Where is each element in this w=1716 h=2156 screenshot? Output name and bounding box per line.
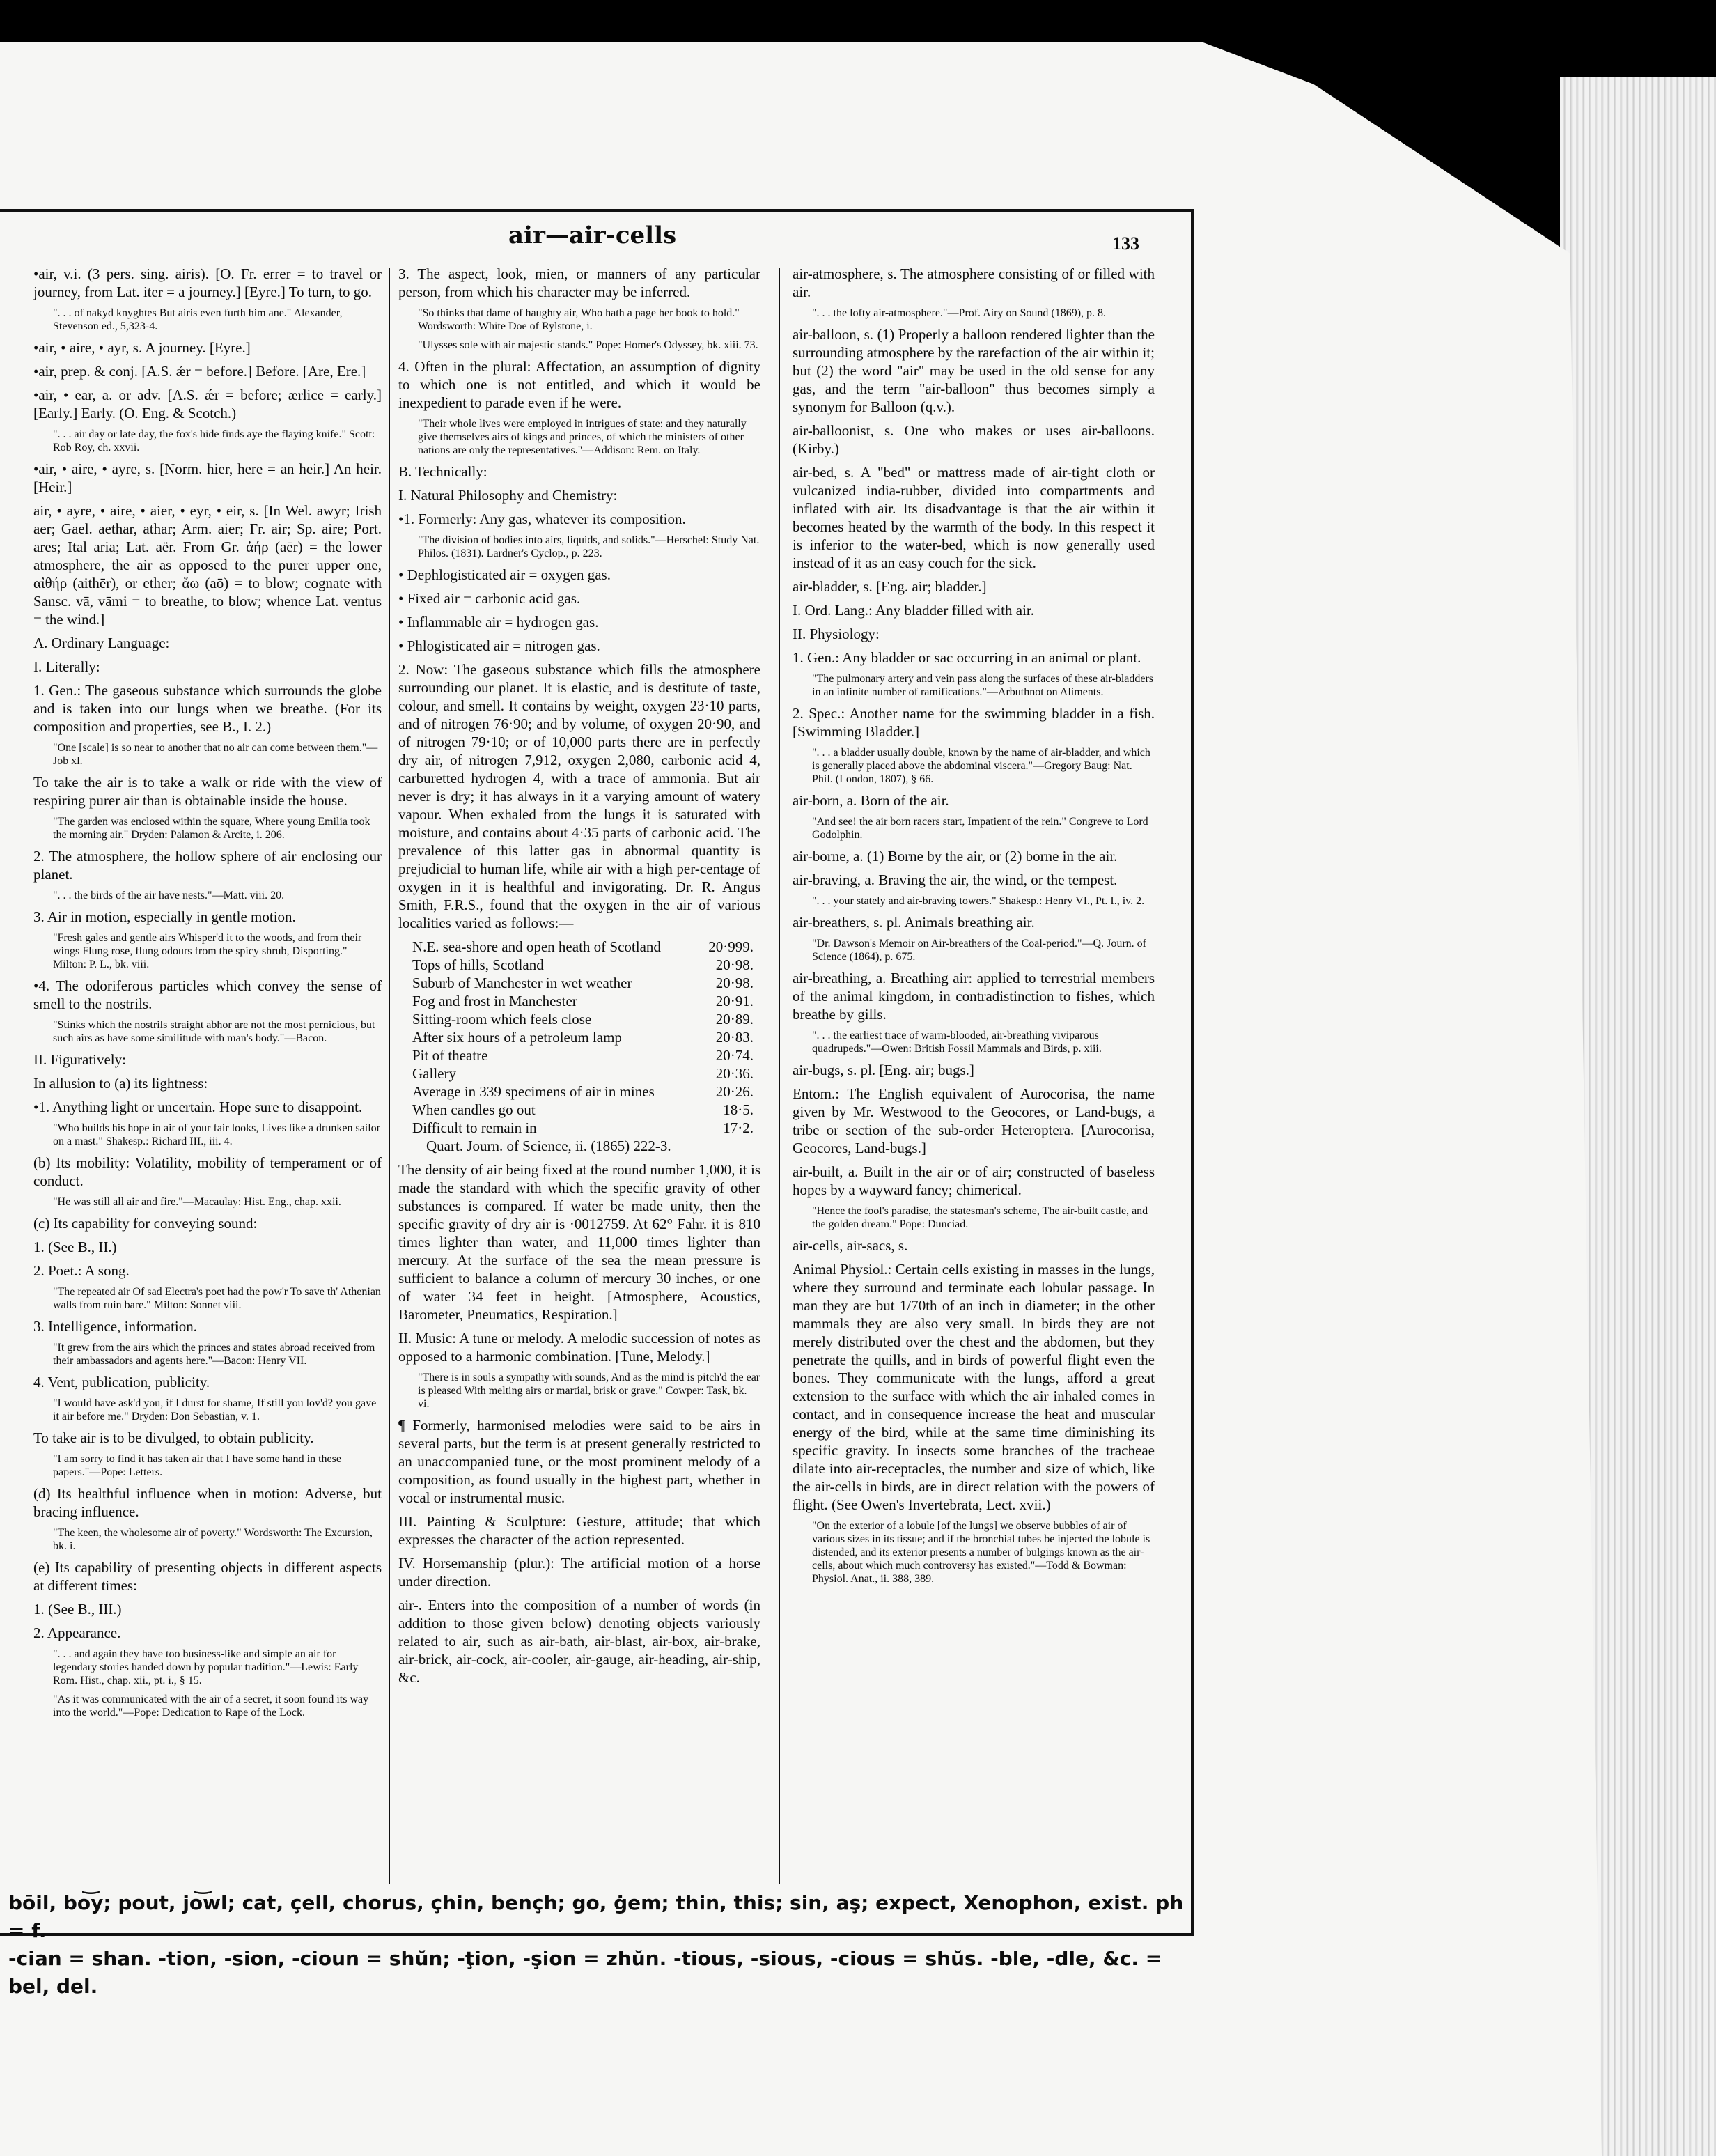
location-cell: N.E. sea-shore and open heath of Scotland (412, 938, 661, 955)
entry: air-bugs, s. pl. [Eng. air; bugs.] (793, 1062, 974, 1078)
citation: "The garden was enclosed within the square, Where young Emilia took the morning air." Dryden: Palamon & Arcite, i. 206. (53, 816, 370, 841)
location-cell: Pit of theatre (412, 1047, 488, 1064)
entry: •air, • aire, • ayre, s. [Norm. hier, here = an heir.] An heir. [Heir.] (33, 460, 382, 495)
citation: "Ulysses sole with air majestic stands." Pope: Homer's Odyssey, bk. xiii. 73. (418, 339, 758, 351)
entry: To take the air is to take a walk or ride with the view of respiring purer air than is obtainable inside the house. (33, 774, 382, 809)
entry: •1. Formerly: Any gas, whatever its composition. (398, 511, 686, 527)
entry: I. Natural Philosophy and Chemistry: (398, 487, 618, 504)
entry: air-breathers, s. pl. Animals breathing air. (793, 914, 1035, 931)
entry: •air, • aire, • ayr, s. A journey. [Eyre.] (33, 339, 251, 356)
entry: •air, • ear, a. or adv. [A.S. ǽr = before; ærlice = early.] [Early.] Early. (O. Eng. & Scotch.) (33, 387, 382, 421)
entry: The density of air being fixed at the round number 1,000, it is made the standard with which the specific gravity of other substances is compared. If water be made unity, then the specific gravity of dry air is ·0012759. At 62° Fahr. it is 810 times lighter than water, and 11,000 times lighter than mercury. At the surface of the sea the mean pressure is sufficient to balance a column of mercury 30 inches, or one of water 34 feet in height. [Atmosphere, Acoustics, Barometer, Pneumatics, Respiration.] (398, 1161, 760, 1323)
entry: •1. Anything light or uncertain. Hope sure to disappoint. (33, 1099, 363, 1115)
citation: "As it was communicated with the air of a secret, it soon found its way into the world."—Pope: Dedication to Rape of the Lock. (53, 1693, 369, 1719)
column-1 (33, 265, 382, 1895)
citation: ". . . a bladder usually double, known by the name of air-bladder, and which is generally placed above the abdominal viscera."—Gregory Baug: Nat. Phil. (London, 1807), § 66. (812, 747, 1150, 785)
entry: II. Physiology: (793, 626, 880, 642)
entry: • Inflammable air = hydrogen gas. (398, 614, 599, 630)
citation: "Hence the fool's paradise, the statesman's scheme, The air-built castle, and the golden dream." Pope: Dunciad. (812, 1205, 1148, 1230)
entry: 3. Intelligence, information. (33, 1318, 198, 1335)
value-cell: 20·74. (715, 1047, 754, 1064)
entry: air-bladder, s. [Eng. air; bladder.] (793, 578, 987, 595)
location-cell: Suburb of Manchester in wet weather (412, 975, 632, 991)
location-cell: Difficult to remain in (412, 1119, 537, 1136)
citation: ". . . the earliest trace of warm-blooded, air-breathing viviparous quadrupeds."—Owen: British Fossil Mammals and Birds, p. xiii. (812, 1030, 1102, 1055)
table-row (412, 1010, 754, 1028)
citation: "The pulmonary artery and vein pass along the surfaces of these air-bladders in an infinite number of ramifications."—Arbuthnot on Aliments. (812, 673, 1154, 698)
entry: In allusion to (a) its lightness: (33, 1075, 208, 1092)
citation: "Fresh gales and gentle airs Whisper'd it to the woods, and from their wings Flung rose, flung odours from the spicy shrub, Disporting." Milton: P. L., bk. viii. (53, 932, 362, 970)
citation: "On the exterior of a lobule [of the lungs] we observe bubbles of air of various sizes in its tissue; and if the bronchial tubes be injected the lobule is distended, and its exterior presents a number of bulgings known as the air-cells, about which much controversy has existed."—Todd & Bowman: Physiol. Anat., ii. 388, 389. (812, 1520, 1150, 1585)
citation: ". . . your stately and air-braving towers." Shakesp.: Henry VI., Pt. I., iv. 2. (812, 895, 1145, 907)
entry: air-balloonist, s. One who makes or uses air-balloons. (Kirby.) (793, 422, 1155, 457)
column-rule (779, 268, 780, 1884)
entry: Entom.: The English equivalent of Aurocorisa, the name given by Mr. Westwood to the Geocores, or Land-bugs, a tribe or section of the sub-order Heteroptera. [Aurocorisa, Geocores, Land-bugs.] (793, 1085, 1155, 1156)
entry: 1. Gen.: The gaseous substance which surrounds the globe and is taken into our lungs when we breathe. (For its composition and properties, see B., I. 2.) (33, 682, 382, 735)
entry: (e) Its capability of presenting objects in different aspects at different times: (33, 1559, 382, 1594)
entry: air, • ayre, • aire, • aier, • eyr, • eir, s. [In Wel. awyr; Irish aer; Gael. aethar, athar; Arm. aier; Fr. air; Sp. aire; Port. ares; Ital aria; Lat. aër. From Gr. ἀήρ (aēr) = the lower atmosphere, the air as opposed to the purer upper one, αἰθήρ (aithēr), or ether; ἄω (aō) = to blow; cognate with Sansc. vā, vāmi = to breathe, to blow; whence Lat. ventus = the wind.] (33, 502, 382, 628)
entry: air-born, a. Born of the air. (793, 792, 949, 809)
entry: II. Music: A tune or melody. A melodic succession of notes as opposed to a harmonic combination. [Tune, Melody.] (398, 1330, 760, 1365)
location-cell: Average in 339 specimens of air in mines (412, 1083, 655, 1100)
table-row (412, 1101, 754, 1119)
table-row (412, 1046, 754, 1064)
table-row (412, 938, 754, 956)
pronunciation-key-line-1: bōil, bo͝y; pout, jo͝wl; cat, çell, chorus, çhin, bençh; go, ġem; thin, this; sin, aş; expect, Xenophon, exist. ph = f. (8, 1891, 1184, 1942)
value-cell: 20·26. (715, 1083, 754, 1100)
citation: "Stinks which the nostrils straight abhor are not the most pernicious, but such airs as have some similitude with man's body."—Bacon. (53, 1019, 375, 1044)
entry: 3. The aspect, look, mien, or manners of any particular person, from which his character may be inferred. (398, 265, 760, 300)
citation: "The keen, the wholesome air of poverty." Wordsworth: The Excursion, bk. i. (53, 1527, 373, 1552)
value-cell: 20·89. (715, 1011, 754, 1027)
location-cell: Fog and frost in Manchester (412, 993, 577, 1009)
entry: I. Ord. Lang.: Any bladder filled with air. (793, 602, 1035, 619)
value-cell: 20·98. (715, 956, 754, 973)
citation: "He was still all air and fire."—Macaulay: Hist. Eng., chap. xxii. (53, 1196, 341, 1208)
table-row (412, 1119, 754, 1137)
citation: "And see! the air born racers start, Impatient of the rein." Congreve to Lord Godolphin. (812, 816, 1148, 841)
location-cell: When candles go out (412, 1101, 536, 1118)
table-row (412, 974, 754, 992)
citation: "The division of bodies into airs, liquids, and solids."—Herschel: Study Nat. Philos. (1831). Lardner's Cyclop., p. 223. (418, 534, 760, 559)
table-row (412, 1064, 754, 1083)
value-cell: 17·2. (723, 1119, 754, 1136)
citation: "I am sorry to find it has taken air that I have some hand in these papers."—Pope: Letters. (53, 1453, 341, 1478)
entry: 2. Appearance. (33, 1624, 121, 1641)
value-cell: 18·5. (723, 1101, 754, 1118)
entry: air-braving, a. Braving the air, the wind, or the tempest. (793, 871, 1118, 888)
entry: I. Literally: (33, 658, 100, 675)
pronunciation-key (8, 1889, 1185, 2001)
oxygen-table (398, 938, 760, 1137)
entry: (c) Its capability for conveying sound: (33, 1215, 258, 1232)
entry: air-breathing, a. Breathing air: applied to terrestrial members of the animal kingdom, in contradistinction to fishes, which breathe by gills. (793, 970, 1155, 1023)
entry: 1. (See B., III.) (33, 1601, 122, 1618)
table-row (412, 1083, 754, 1101)
entry: III. Painting & Sculpture: Gesture, attitude; that which expresses the character of the action represented. (398, 1513, 760, 1548)
citation: ". . . of nakyd knyghtes But airis even furth him ane." Alexander, Stevenson ed., 5,323-4. (53, 307, 343, 332)
column-2 (398, 265, 760, 1895)
entry: •4. The odoriferous particles which convey the sense of smell to the nostrils. (33, 977, 382, 1012)
entry: (d) Its healthful influence when in motion: Adverse, but bracing influence. (33, 1485, 382, 1520)
entry: air-bed, s. A "bed" or mattress made of air-tight cloth or vulcanized india-rubber, divided into compartments and inflated with air. Its disadvantage is that the air within it becomes heated by the warmth of the body. In this respect it is inferior to the water-bed, which is now generally used instead of it as an easy couch for the sick. (793, 464, 1155, 571)
entry: 1. (See B., II.) (33, 1239, 117, 1255)
entry: 2. The atmosphere, the hollow sphere of air enclosing our planet. (33, 848, 382, 883)
entry: To take air is to be divulged, to obtain publicity. (33, 1429, 314, 1446)
table-source: Quart. Journ. of Science, ii. (1865) 222-3. (426, 1138, 671, 1154)
entry: 1. Gen.: Any bladder or sac occurring in an animal or plant. (793, 649, 1141, 666)
location-cell: Gallery (412, 1065, 456, 1082)
citation: ". . . air day or late day, the fox's hide finds aye the flaying knife." Scott: Rob Roy, ch. xxvii. (53, 428, 375, 453)
location-cell: After six hours of a petroleum lamp (412, 1029, 622, 1046)
value-cell: 20·999. (708, 938, 754, 955)
location-cell: Sitting-room which feels close (412, 1011, 592, 1027)
entry: 4. Vent, publication, publicity. (33, 1374, 210, 1390)
citation: ". . . the lofty air-atmosphere."—Prof. Airy on Sound (1869), p. 8. (812, 307, 1107, 319)
entry: II. Figuratively: (33, 1051, 126, 1068)
citation: "Who builds his hope in air of your fair looks, Lives like a drunken sailor on a mast." Shakesp.: Richard III., iii. 4. (53, 1122, 380, 1147)
value-cell: 20·36. (715, 1065, 754, 1082)
table-row (412, 1028, 754, 1046)
entry: A. Ordinary Language: (33, 635, 170, 651)
citation: "I would have ask'd you, if I durst for shame, If still you lov'd? you gave it air before me." Dryden: Don Sebastian, v. 1. (53, 1397, 377, 1422)
entry: air-borne, a. (1) Borne by the air, or (2) borne in the air. (793, 848, 1118, 864)
entry: •air, v.i. (3 pers. sing. airis). [O. Fr. errer = to travel or journey, from Lat. iter = a journey.] [Eyre.] To turn, to go. (33, 265, 382, 300)
entry: air-balloon, s. (1) Properly a balloon rendered lighter than the surrounding atmosphere by the rarefaction of the air within it; but (2) the word "air" may be used in the old sense for any gas, and the term "air-balloon" thus becomes simply a synonym for Balloon (q.v.). (793, 326, 1155, 415)
entry: 3. Air in motion, especially in gentle motion. (33, 908, 296, 925)
entry: air-atmosphere, s. The atmosphere consisting of or filled with air. (793, 265, 1155, 300)
entry: 2. Poet.: A song. (33, 1262, 130, 1279)
citation: "One [scale] is so near to another that no air can come between them."—Job xl. (53, 742, 378, 767)
entry: Animal Physiol.: Certain cells existing in masses in the lungs, where they surround and terminate each lobular passage. In man they are but 1/70th of an inch in diameter; in the other mammals they are also very small. In birds they are not merely distributed over the chest and the abdomen, but they penetrate the quills, and in birds of powerful flight even the bones. They communicate with the lungs, afford a great extension to the surface with which the air inhaled comes in contact, and in consequence increase the heat and muscular energy of the bird, while at the same time diminishing its specific gravity. In insects some branches of the tracheae dilate into air-receptacles, the number and size of which, like the air-cells in birds, are in direct relation with the powers of flight. (See Owen's Invertebrata, Lect. xvii.) (793, 1261, 1155, 1513)
value-cell: 20·98. (715, 975, 754, 991)
page-title: air—air-cells (508, 222, 677, 249)
entry: (b) Its mobility: Volatility, mobility of temperament or of conduct. (33, 1154, 382, 1189)
entry: air-built, a. Built in the air or of air; constructed of baseless hopes by a wayward fancy; chimerical. (793, 1163, 1155, 1198)
table-row (412, 992, 754, 1010)
entry: • Fixed air = carbonic acid gas. (398, 590, 581, 607)
entry: 4. Often in the plural: Affectation, an assumption of dignity to which one is not entitled, and which it would be inexpedient to parade even if he were. (398, 358, 760, 411)
table-row (412, 956, 754, 974)
citation: ". . . the birds of the air have nests."—Matt. viii. 20. (53, 890, 285, 901)
entry: 2. Now: The gaseous substance which fills the atmosphere surrounding our planet. It is elastic, and is destitute of taste, colour, and smell. It contains by weight, oxygen 23·10 parts, and of nitrogen 76·90; and by volume, of oxygen 20·90, and of nitrogen 79·10; or of 10,000 parts there are in perfectly dry air, of nitrogen 7,912, oxygen 2,080, carbonic acid 4, carburetted hydrogen 4, with a trace of ammonia. But air never is dry; it has always in it a varying amount of watery vapour. When exhaled from the lungs it is saturated with moisture, and contains about 4·35 parts of carbonic acid. The prevalence of this latter gas in abnormal quantity is prejudicial to human life, while air with a high per-centage of oxygen in it is healthful and invigorating. Dr. R. Angus Smith, F.R.S., found that the oxygen in the air of various localities varied as follows:— (398, 661, 760, 931)
entry: • Phlogisticated air = nitrogen gas. (398, 637, 600, 654)
value-cell: 20·83. (715, 1029, 754, 1046)
entry: air-. Enters into the composition of a number of words (in addition to those given below) denoting objects variously related to air, such as air-bath, air-blast, air-box, air-brake, air-brick, air-cock, air-cooler, air-gauge, air-heading, air-ship, &c. (398, 1597, 760, 1686)
citation: "Their whole lives were employed in intrigues of state: and they naturally give themselves airs of kings and princes, of which the ministers of other nations are only the representatives."—Addison: Rem. on Italy. (418, 418, 747, 456)
entry: B. Technically: (398, 463, 488, 480)
column-3 (793, 265, 1155, 1895)
citation: "There is in souls a sympathy with sounds, And as the mind is pitch'd the ear is pleased With melting airs or martial, brisk or grave." Cowper: Task, bk. vi. (418, 1372, 760, 1410)
entry: air-cells, air-sacs, s. (793, 1237, 908, 1254)
citation: "So thinks that dame of haughty air, Who hath a page her book to hold." Wordsworth: White Doe of Rylstone, i. (418, 307, 740, 332)
entry: 2. Spec.: Another name for the swimming bladder in a fish. [Swimming Bladder.] (793, 705, 1155, 740)
entry: ¶ Formerly, harmonised melodies were said to be airs in several parts, but the term is at present generally restricted to an unaccompanied tune, or the most prominent melody of a composition, as found usually in the highest part, whether in vocal or instrumental music. (398, 1417, 760, 1506)
page-number: 133 (1112, 233, 1139, 254)
entry: • Dephlogisticated air = oxygen gas. (398, 566, 611, 583)
citation: ". . . and again they have too business-like and simple an air for legendary stories handed down by popular tradition."—Lewis: Early Rom. Hist., chap. xii., pt. i., § 15. (53, 1648, 359, 1686)
pronunciation-key-line-2: -cian = shan. -tion, -sion, -cioun = shŭn; -ţion, -şion = zhŭn. -tious, -sious, -cious = shŭs. -ble, -dle, &c. = bel, del. (8, 1947, 1162, 1998)
value-cell: 20·91. (715, 993, 754, 1009)
citation: "It grew from the airs which the princes and states abroad received from their ambassadors and agents here."—Bacon: Henry VII. (53, 1342, 375, 1367)
citation: "The repeated air Of sad Electra's poet had the pow'r To save th' Athenian walls from ruin bare." Milton: Sonnet viii. (53, 1286, 381, 1311)
column-rule (389, 268, 390, 1884)
location-cell: Tops of hills, Scotland (412, 956, 544, 973)
citation: "Dr. Dawson's Memoir on Air-breathers of the Coal-period."—Q. Journ. of Science (1864), p. 675. (812, 938, 1146, 963)
entry: IV. Horsemanship (plur.): The artificial motion of a horse under direction. (398, 1555, 760, 1590)
entry: •air, prep. & conj. [A.S. ǽr = before.] Before. [Are, Ere.] (33, 363, 366, 380)
